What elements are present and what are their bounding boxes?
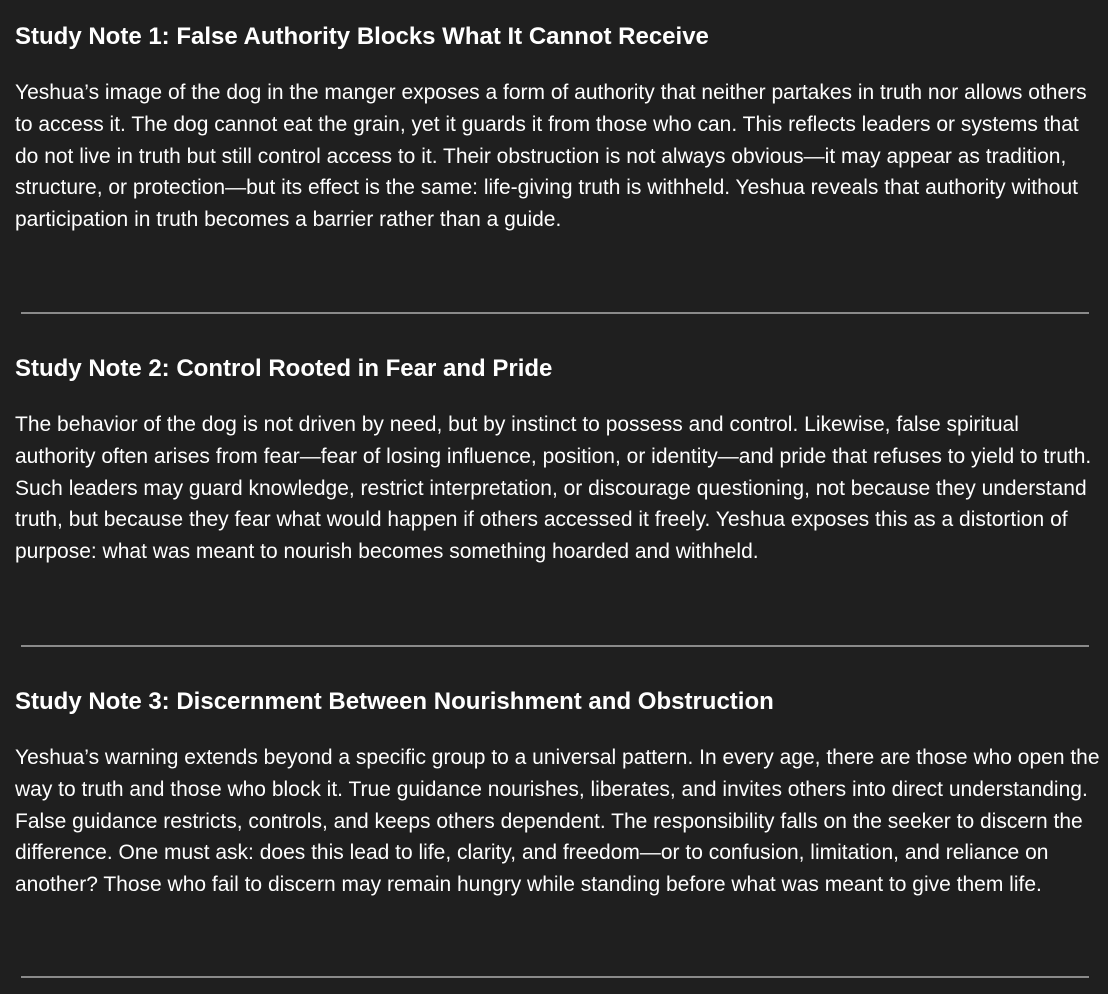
- study-note-1-body: Yeshua’s image of the dog in the manger exposes a form of authority that neither partakes in truth nor allows others to access it. The dog cannot eat the grain, yet it guards it from those who can. This reflects leaders or systems that do not live in truth but still control access to it. Their obstruction is not always obvious—it may appear as tradition, structure, or protection—but its effect is the same: life-giving truth is withheld. Yeshua reveals that authority without participation in truth becomes a barrier rather than a guide.: [15, 81, 1087, 232]
- section-divider: [21, 312, 1089, 314]
- study-note-2-title: Study Note 2: Control Rooted in Fear and Pride: [15, 355, 553, 382]
- study-note-3: [15, 687, 1100, 901]
- study-note-1: [15, 22, 1100, 236]
- study-note-2: [15, 354, 1100, 568]
- study-note-2-body: The behavior of the dog is not driven by need, but by instinct to possess and control. Likewise, false spiritual authority often arises from fear—fear of losing influence, position, or identity—and pride that refuses to yield to truth. Such leaders may guard knowledge, restrict interpretation, or discourage questioning, not because they understand truth, but because they fear what would happen if others accessed it freely. Yeshua exposes this as a distortion of purpose: what was meant to nourish becomes something hoarded and withheld.: [15, 413, 1092, 564]
- study-note-3-body: Yeshua’s warning extends beyond a specific group to a universal pattern. In every age, there are those who open the way to truth and those who block it. True guidance nourishes, liberates, and invites others into direct understanding. False guidance restricts, controls, and keeps others dependent. The responsibility falls on the seeker to discern the difference. One must ask: does this lead to life, clarity, and freedom—or to confusion, limitation, and reliance on another? Those who fail to discern may remain hungry while standing before what was meant to give them life.: [15, 746, 1100, 897]
- study-note-3-title: Study Note 3: Discernment Between Nourishment and Obstruction: [15, 688, 774, 715]
- section-divider: [21, 645, 1089, 647]
- section-divider: [21, 976, 1089, 978]
- study-note-1-title: Study Note 1: False Authority Blocks What It Cannot Receive: [15, 23, 709, 50]
